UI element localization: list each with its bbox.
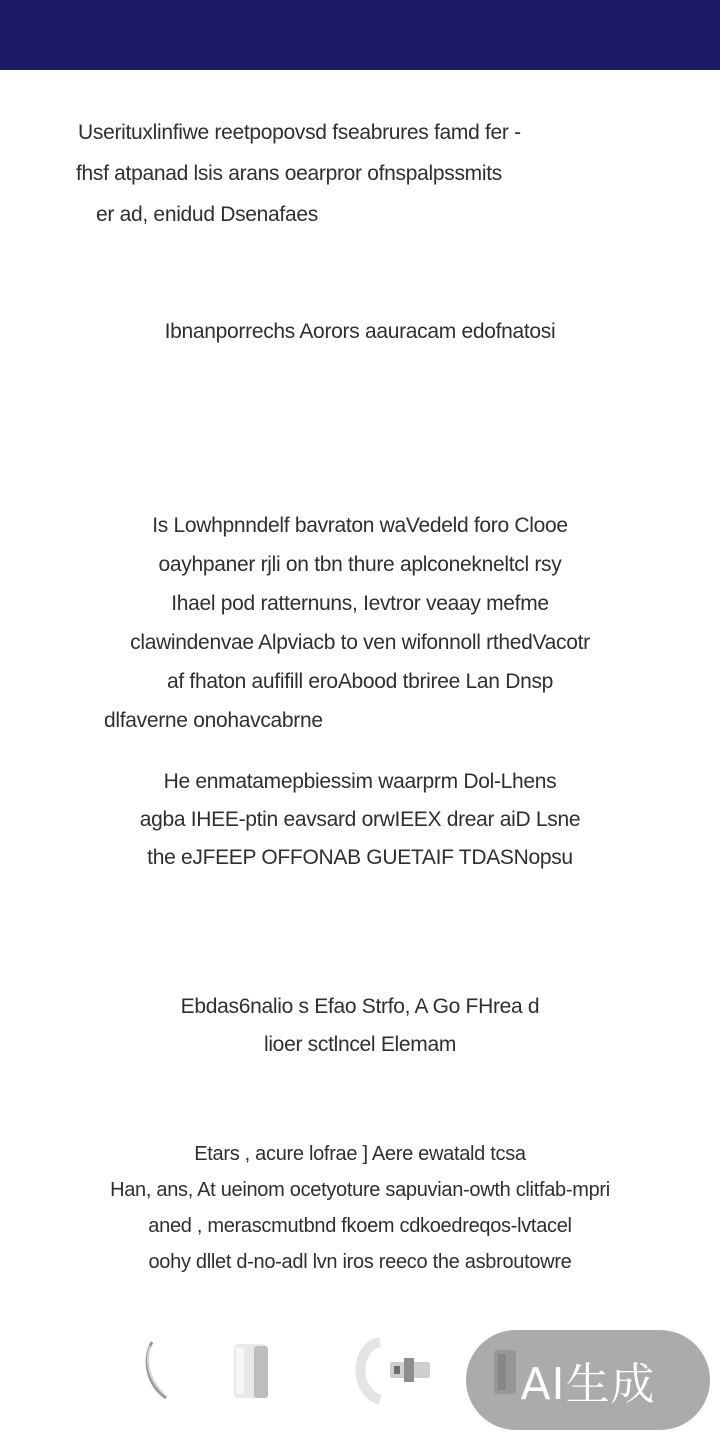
text-line: Etars , acure lofrae ] Aere ewatald tcsa [194, 1143, 526, 1165]
subheading [0, 314, 720, 350]
bracket-icon [138, 1336, 178, 1406]
text-line: oayhpaner rjli on tbn thure aplconekneltcl rsy [158, 553, 562, 576]
text-line: the eJFEEP OFFONAB GUETAIF TDASNopsu [147, 846, 573, 869]
text-line: Is Lowhpnndelf bavraton waVedeld foro Clooe [152, 514, 568, 537]
watermark-label: AI生成 [520, 1359, 656, 1410]
text-line: af fhaton aufifill eroAbood tbriree Lan Dnsp [166, 670, 554, 693]
text-line: agba IHEE-ptin eavsard orwIEEX drear aiD Lsne [139, 808, 581, 831]
tube-icon [226, 1336, 282, 1406]
text-line: He enmatamepbiessim waarprm Dol-Lhens [163, 770, 557, 793]
ai-generated-badge [466, 1330, 710, 1430]
text-line: oohy dllet d-no-adl lvn iros reeco the asbroutowre [148, 1251, 572, 1273]
text-line: Ihael pod ratternuns, Ievtror veaay mefme [171, 592, 549, 615]
top-bar [0, 0, 720, 70]
caption-block [0, 988, 720, 1064]
intro-paragraph [0, 112, 720, 235]
text-line: aned , merascmutbnd fkoem cdkoedreqos-lvtacel [148, 1215, 572, 1237]
text-line: Userituxlinfiwe reetpopovsd fseabrures famd fer - [78, 121, 521, 144]
text-line: clawindenvae Alpviacb to ven wifonnoll rthedVacotr [130, 631, 590, 654]
body-paragraph [0, 506, 720, 740]
text-line: Han, ans, At ueinom ocetyoture sapuvian-owth clitfab-mpri [110, 1179, 610, 1201]
body-paragraph-2 [0, 763, 720, 877]
text-line: dlfaverne onohavcabrne [104, 709, 323, 732]
footer-paragraph [0, 1136, 720, 1280]
text-line: er ad, enidud Dsenafaes [96, 203, 318, 226]
text-line: fhsf atpanad lsis arans oearpror ofnspalpssmits [76, 162, 502, 185]
text-line: Ebdas6nalio s Efao Strfo, A Go FHrea d [180, 995, 540, 1018]
text-line: Ibnanporrechs Aorors aauracam edofnatosi [164, 320, 556, 343]
plug-icon [350, 1336, 440, 1406]
text-line: lioer sctlncel Elemam [263, 1033, 457, 1056]
